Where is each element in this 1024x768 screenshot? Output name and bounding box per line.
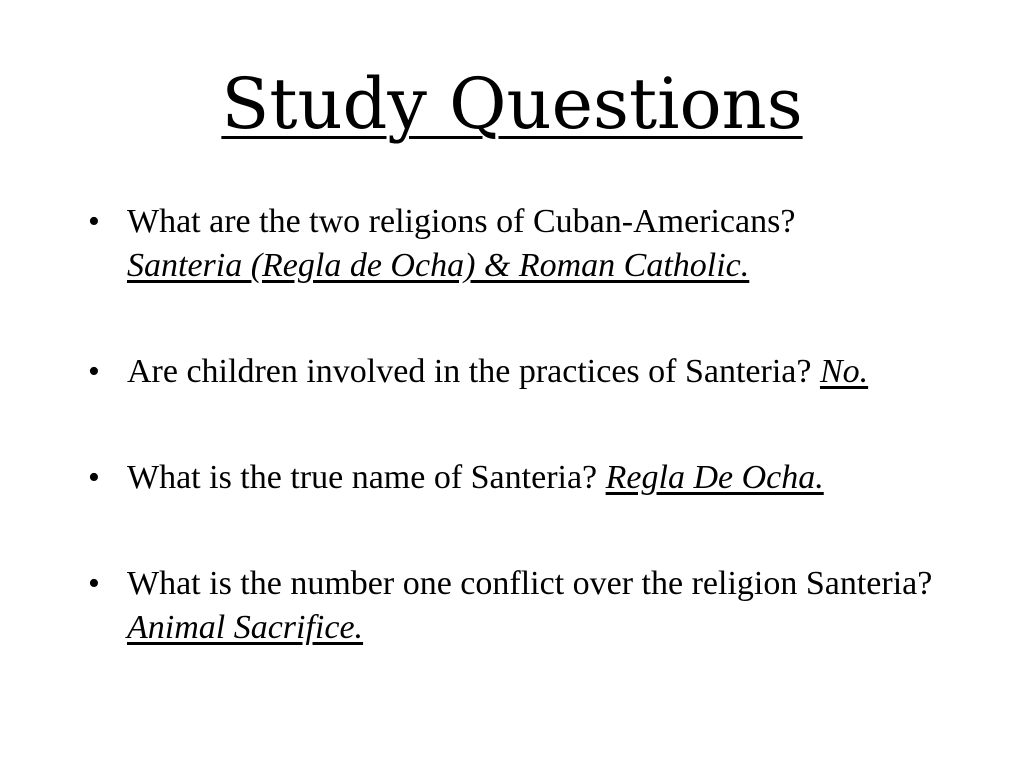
answer-text: Animal Sacrifice.	[127, 609, 364, 646]
question-text: Are children involved in the practices of Santeria?	[127, 353, 820, 390]
slide-title: Study Questions	[221, 63, 803, 145]
question-text: What is the true name of Santeria?	[127, 459, 606, 496]
bullet-icon: •	[88, 353, 100, 390]
answer-text: Regla De Ocha.	[605, 459, 824, 496]
question-text: What are the two religions of Cuban-Americans?	[127, 203, 796, 240]
question-item	[84, 200, 954, 288]
answer-text: Santeria (Regla de Ocha) & Roman Catholic.	[127, 247, 750, 284]
question-list	[84, 200, 954, 712]
answer-text: No.	[819, 353, 869, 390]
question-item	[84, 562, 954, 650]
bullet-icon: •	[88, 203, 100, 240]
bullet-icon: •	[88, 565, 100, 602]
question-text: What is the number one conflict over the religion Santeria?	[127, 565, 933, 602]
question-item	[84, 350, 954, 394]
question-item	[84, 456, 954, 500]
bullet-icon: •	[88, 459, 100, 496]
